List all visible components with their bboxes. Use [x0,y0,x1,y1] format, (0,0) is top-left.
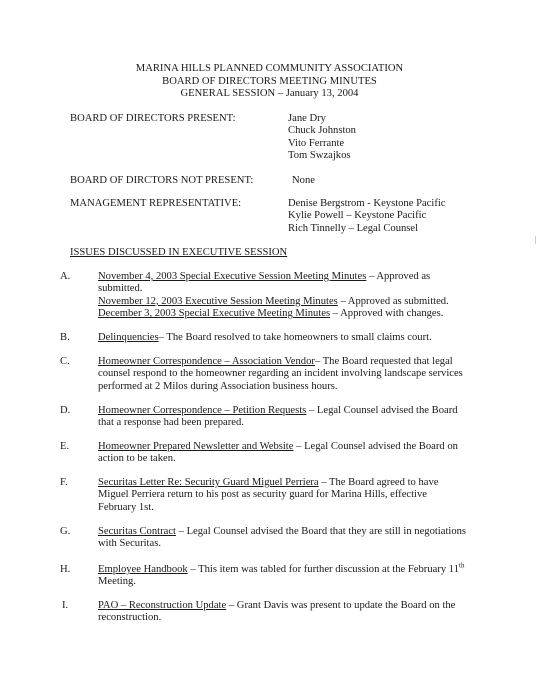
management-name: Kylie Powell – Keystone Pacific [288,210,427,222]
item-title: Securitas Contract [98,526,176,537]
item-title: PAO – Reconstruction Update [98,600,227,611]
item-letter: I. [62,600,69,611]
item-body [98,405,488,430]
not-present-value: None [292,175,315,186]
association-name: MARINA HILLS PLANNED COMMUNITY ASSOCIATION [135,63,404,74]
management-names [288,198,446,235]
item-body [98,477,488,514]
item-letter: A. [60,271,71,282]
item-body [98,561,488,589]
item-text: – Approved as [366,271,431,282]
item-text: submitted. [98,283,143,295]
session-date: GENERAL SESSION – January 13, 2004 [180,88,359,100]
item-title: Employee Handbook [98,564,188,575]
item-body [98,271,488,321]
item-text: action to be taken. [98,453,176,465]
present-name: Jane Dry [288,113,326,124]
scan-mark [535,236,536,244]
item-letter: G. [60,526,71,537]
section-title: ISSUES DISCUSSED IN EXECUTIVE SESSION [70,247,288,258]
item-text: performed at 2 Milos during Association business hours. [98,380,338,392]
management-label: MANAGEMENT REPRESENTATIVE: [70,198,242,209]
item-text: – Legal Counsel advised the Board on [293,441,458,452]
present-label: BOARD OF DIRECTORS PRESENT: [70,113,236,124]
ordinal-suffix: th [459,561,465,570]
item-text: – Legal Counsel advised the Board that they are still in negotiations [175,526,467,537]
item-text: with Securitas. [98,538,161,550]
item-text: – The Board resolved to take homeowners to small claims court. [158,332,432,343]
present-name: Tom Swzajkos [288,150,351,162]
item-body [98,441,488,466]
item-title: November 12, 2003 Executive Session Meeting Minutes [98,295,338,307]
item-title: Securitas Letter Re: Security Guard Miguel Perriera [98,477,319,488]
item-letter: F. [60,477,68,488]
item-text: Miguel Perriera return to his post as security guard for Marina Hills, effective [98,489,427,501]
item-body [98,526,488,551]
not-present-label: BOARD OF DIRCTORS NOT PRESENT: [70,175,254,186]
item-title: November 4, 2003 Special Executive Session Meeting Minutes [98,271,367,282]
item-text: Meeting. [98,576,136,588]
document-header [0,63,539,101]
item-text: – This item was tabled for further discussion at the February 11 [187,564,459,575]
item-text: – The Board requested that legal [314,356,453,367]
present-name: Chuck Johnston [288,125,356,137]
item-text: – The Board agreed to have [318,477,439,488]
item-text: reconstruction. [98,612,162,624]
item-title: Homeowner Correspondence – Association Vendor [98,356,315,367]
item-letter: H. [60,564,71,575]
item-text: – Approved with changes. [330,308,444,320]
item-title: December 3, 2003 Special Executive Meeting Minutes [98,308,331,320]
item-body [98,332,488,344]
management-name: Rich Tinnelly – Legal Counsel [288,222,419,234]
item-letter: E. [60,441,70,452]
present-names [288,113,356,163]
item-letter: C. [60,356,70,367]
item-title: Delinquencies [98,332,159,343]
item-text: February 1st. [98,501,154,513]
item-text: that a response had been prepared. [98,417,244,429]
item-title: Homeowner Prepared Newsletter and Website [98,441,294,452]
item-body [98,600,488,625]
item-text: – Grant Davis was present to update the Board on the [226,600,456,611]
document-title: BOARD OF DIRECTORS MEETING MINUTES [162,75,377,87]
management-name: Denise Bergstrom - Keystone Pacific [288,198,446,209]
item-title: Homeowner Correspondence – Petition Requests [98,405,307,416]
item-text: counsel respond to the homeowner regarding an incident involving landscape services [98,368,463,380]
item-letter: B. [60,332,70,343]
item-letter: D. [60,405,71,416]
item-body [98,356,488,393]
item-text: – Legal Counsel advised the Board [306,405,458,416]
present-name: Vito Ferrante [288,137,345,149]
item-text: – Approved as submitted. [337,295,449,307]
